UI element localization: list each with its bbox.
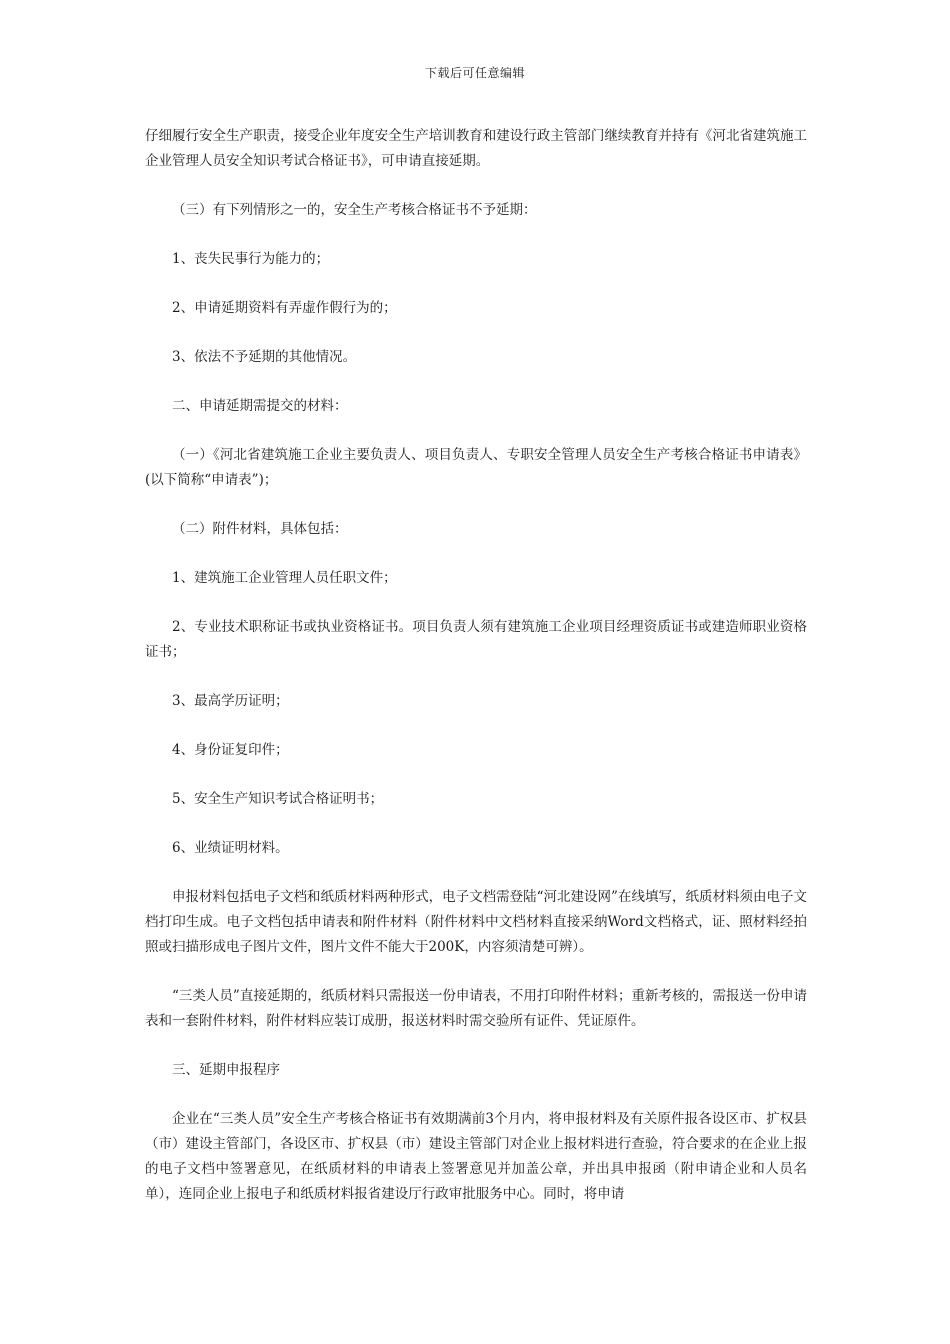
paragraph-15: 申报材料包括电子文档和纸质材料两种形式，电子文档需登陆“河北建设网”在线填写，纸质材料须由电子文档打印生成。电子文档包括申请表和附件材料（附件材料中文档材料直接采纳Word文档格式，证、照材料经拍照或扫描形成电子图片文件，图片文件不能大于200K，内容须清楚可辨）。 [145,889,807,955]
paragraph-2: （三）有下列情形之一的，安全生产考核合格证书不予延期： [172,202,537,218]
paragraph-1: 仔细履行安全生产职责，接受企业年度安全生产培训教育和建设行政主管部门继续教育并持有《河北省建筑施工企业管理人员安全知识考试合格证书》，可申请直接延期。 [145,128,807,169]
paragraph-12: 4、身份证复印件； [172,742,289,758]
paragraph-14: 6、业绩证明材料。 [172,840,289,856]
paragraph-13: 5、安全生产知识考试合格证明书； [172,791,384,807]
section-heading-2: 二、申请延期需提交的材料： [172,398,348,414]
paragraph-10: 2、专业技术职称证书或执业资格证书。项目负责人须有建筑施工企业项目经理资质证书或建造师职业资格证书； [145,619,807,660]
paragraph-5: 3、依法不予延期的其他情况。 [172,349,357,365]
section-heading-3: 三、延期申报程序 [172,1062,280,1078]
page-header: 下载后可任意编辑 [424,66,525,80]
paragraph-7: （一）《河北省建筑施工企业主要负责人、项目负责人、专职安全管理人员安全生产考核合格证书申请表》(以下简称“申请表”)； [145,447,807,488]
paragraph-16: “三类人员”直接延期的，纸质材料只需报送一份申请表，不用打印附件材料；重新考核的，需报送一份申请表和一套附件材料，附件材料应装订成册，报送材料时需交验所有证件、凭证原件。 [145,988,807,1029]
paragraph-3: 1、丧失民事行为能力的； [172,251,330,267]
document-body [145,124,807,1207]
paragraph-18: 企业在“三类人员”安全生产考核合格证书有效期满前3个月内，将申报材料及有关原件报各设区市、扩权县（市）建设主管部门，各设区市、扩权县（市）建设主管部门对企业上报材料进行查验，符合要求的在企业上报的电子文档中签署意见，在纸质材料的申请表上签署意见并加盖公章，并出具申报函（附申请企业和人员名单），连同企业上报电子和纸质材料报省建设厅行政审批服务中心。同时，将申请 [145,1111,807,1202]
paragraph-8: （二）附件材料，具体包括： [172,521,348,537]
paragraph-4: 2、申请延期资料有弄虚作假行为的； [172,300,397,316]
paragraph-9: 1、建筑施工企业管理人员任职文件； [172,570,397,586]
paragraph-11: 3、最高学历证明； [172,693,289,709]
